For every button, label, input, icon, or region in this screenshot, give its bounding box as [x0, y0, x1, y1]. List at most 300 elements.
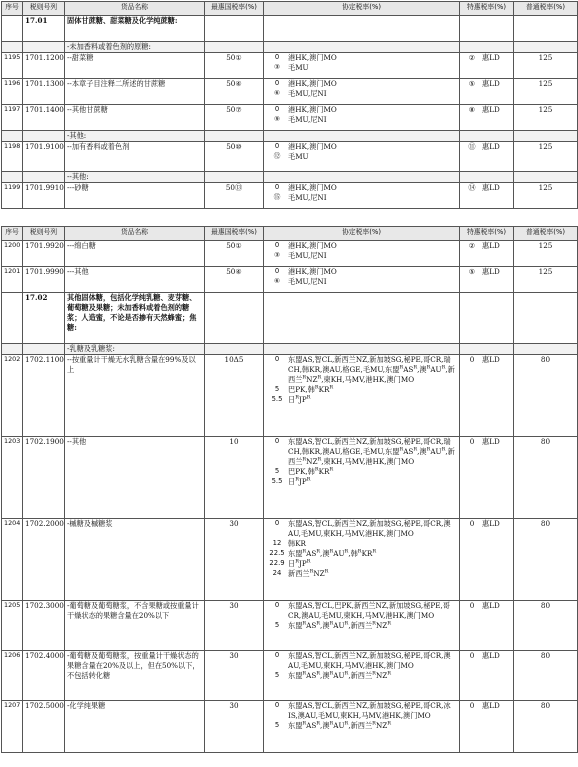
general-rate: 80 [514, 437, 578, 519]
spec-country: 惠LD [482, 651, 500, 661]
conventional-rates [264, 16, 460, 42]
hs-code: 1702.2000 [23, 519, 65, 601]
special-rates [460, 651, 514, 701]
conv-countries: 港HK,澳门MO [288, 241, 337, 250]
special-rates [460, 701, 514, 753]
goods-name: -化学纯果糖 [65, 701, 205, 753]
goods-name: ---砂糖 [65, 183, 205, 209]
hs-code: 1701.9100 [23, 142, 65, 172]
row-seq [2, 344, 23, 355]
mfn-rate: 50① [205, 53, 264, 79]
spec-country: 惠LD [482, 519, 500, 529]
goods-name: -乳糖及乳糖浆: [65, 344, 205, 355]
conventional-rates [264, 131, 460, 142]
table-row [2, 601, 578, 651]
conv-rate: 22.9 [269, 559, 285, 568]
special-rates [460, 437, 514, 519]
conv-countries: 毛MU,尼NI [288, 89, 327, 99]
spec-line [462, 53, 511, 63]
conventional-rates [264, 267, 460, 293]
spec-rate: 0 [469, 601, 475, 611]
conv-rate: 5.5 [271, 395, 283, 404]
hs-code: 1702.4000 [23, 651, 65, 701]
goods-name: 其他固体糖，包括化学纯乳糖、麦芽糖、葡萄糖及果糖；未加香料或着色剂的糖浆；人造蜜，不论是否掺有天然蜂蜜；焦糖: [65, 293, 205, 344]
conv-countries: 东盟$^RAS^R$,澳$^RAU^R$,新西兰$^RNZ^R$ [288, 670, 391, 681]
conv-countries: 东盟AS,智CL,新西兰NZ,新加坡SG,秘PE,哥CR,澳AU,毛MU,柬KH,马MV,港HK,澳门MO [288, 651, 451, 671]
goods-name: ---绵白糖 [65, 241, 205, 267]
conv-countries: 港HK,澳门MO [288, 142, 337, 152]
row-seq: 1204 [2, 519, 23, 601]
conv-countries: 港HK,澳门MO [288, 183, 337, 193]
mfn-rate [205, 42, 264, 53]
conv-line [266, 559, 457, 569]
row-seq: 1197 [2, 105, 23, 131]
general-rate [514, 131, 578, 142]
conv-header: 协定税率(%) [264, 2, 460, 16]
conv-line [266, 701, 457, 721]
spec-line [462, 355, 511, 365]
spec-rate: 0 [469, 437, 475, 447]
conv-line [266, 105, 457, 115]
conv-rate: 0 [274, 651, 280, 660]
conv-countries: 港HK,澳门MO [288, 267, 337, 276]
conv-rate: 0 [274, 601, 280, 610]
table-row [2, 701, 578, 753]
table-row [2, 651, 578, 701]
name-header: 货品名称 [65, 2, 205, 16]
table-row [2, 437, 578, 519]
spec-country: 惠LD [482, 79, 500, 89]
table-row [2, 183, 578, 209]
spec-header: 特惠税率(%) [460, 2, 514, 16]
mfn-rate: 30 [205, 601, 264, 651]
special-rates [460, 16, 514, 42]
spec-rate: 0 [469, 519, 475, 529]
row-seq: 1207 [2, 701, 23, 753]
conv-rate: 5 [274, 467, 280, 476]
hs-code: 1702.1900 [23, 437, 65, 519]
conventional-rates [264, 651, 460, 701]
conventional-rates [264, 344, 460, 355]
spec-line [462, 142, 511, 152]
header-row [2, 227, 578, 241]
conv-line [266, 142, 457, 152]
conv-countries: 日$^RJP^R$ [288, 477, 311, 487]
goods-name: --本章子目注释二所述的甘蔗糖 [65, 79, 205, 105]
mfn-rate: 10Δ5 [205, 355, 264, 437]
conv-rate: 24 [272, 569, 282, 578]
special-rates [460, 142, 514, 172]
conv-rate: 0 [274, 105, 280, 114]
row-seq: 1196 [2, 79, 23, 105]
conv-countries: 东盟AS,智CL,新西兰NZ,新加坡SG,秘PE,哥CR,瑞CH,韩KR,澳AU,格GE,毛MU,东盟$^RAS^R$,澳$^RAU^R$,新西兰$^RNZ^R$,柬KH,马MV,港HK,澳门MO [288, 437, 455, 467]
goods-name: -葡萄糖及葡萄糖浆，不含果糖或按重量计干燥状态的果糖含量在20%以下 [65, 601, 205, 651]
conv-rate: 0 [274, 355, 280, 364]
mfn-rate [205, 131, 264, 142]
goods-name: -葡萄糖及葡萄糖浆，按重量计干燥状态的果糖含量在20%及以上，但在50%以下，不包括转化糖 [65, 651, 205, 701]
conv-countries: 港HK,澳门MO [288, 79, 337, 89]
conventional-rates [264, 172, 460, 183]
seq-header: 序号 [2, 227, 23, 241]
special-rates [460, 42, 514, 53]
conventional-rates [264, 437, 460, 519]
spec-line [462, 601, 511, 611]
conv-line [266, 601, 457, 621]
conv-line [266, 267, 457, 277]
conv-line [266, 251, 457, 261]
spec-country: 惠LD [482, 701, 500, 711]
conv-line [266, 115, 457, 125]
spec-rate: ⑭ [468, 183, 476, 193]
hs-code [23, 131, 65, 142]
goods-name: --加有香料或着色剂 [65, 142, 205, 172]
hs-code: 1701.9920 [23, 241, 65, 267]
row-seq: 1205 [2, 601, 23, 651]
conv-rate: ③ [273, 251, 281, 260]
conv-countries: 巴PK,韩$^RKR^R$ [288, 384, 334, 395]
conv-rate: 0 [274, 79, 280, 88]
conv-line [266, 193, 457, 203]
conv-line [266, 621, 457, 631]
goods-name: -其他: [65, 131, 205, 142]
general-rate: 80 [514, 519, 578, 601]
conv-line [266, 89, 457, 99]
code-header: 税则号列 [23, 227, 65, 241]
goods-name: --甜菜糖 [65, 53, 205, 79]
spec-rate: 0 [469, 701, 475, 711]
general-rate: 125 [514, 267, 578, 293]
spec-country: 惠LD [482, 601, 500, 611]
conv-countries: 东盟AS,智CL,新西兰NZ,新加坡SG,秘PE,哥CR,冰IS,澳AU,毛MU,柬KH,马MV,港HK,澳门MO [288, 701, 451, 721]
goods-name: -未加香料或着色剂的原糖: [65, 42, 205, 53]
conv-line [266, 53, 457, 63]
general-rate [514, 172, 578, 183]
conv-countries: 东盟$^RAS^R$,澳$^RAU^R$,韩$^RKR^R$ [288, 548, 377, 559]
conv-countries: 东盟AS,智CL,巴PK,新西兰NZ,新加坡SG,秘PE,哥CR,澳AU,毛MU,柬KH,马MV,港HK,澳门MO [288, 601, 450, 621]
spec-rate: ⑤ [468, 267, 476, 276]
special-rates [460, 293, 514, 344]
conv-rate: 0 [274, 142, 280, 151]
hs-code: 17.01 [23, 16, 65, 42]
conv-countries: 毛MU,尼NI [288, 277, 327, 287]
conv-line [266, 467, 457, 477]
hs-code: 1701.1400 [23, 105, 65, 131]
goods-name: --按重量计干燥无水乳糖含量在99%及以上 [65, 355, 205, 437]
general-rate: 125 [514, 79, 578, 105]
general-rate: 125 [514, 183, 578, 209]
special-rates [460, 519, 514, 601]
conv-countries: 港HK,澳门MO [288, 53, 337, 63]
spec-country: 惠LD [482, 267, 500, 276]
table-row [2, 105, 578, 131]
spec-line [462, 651, 511, 661]
row-seq: 1195 [2, 53, 23, 79]
spec-rate: ② [468, 53, 476, 63]
conv-rate: 22.5 [269, 549, 285, 558]
table-row [2, 293, 578, 344]
special-rates [460, 355, 514, 437]
goods-name: -槭糖及槭糖浆 [65, 519, 205, 601]
conv-line [266, 569, 457, 579]
conventional-rates [264, 42, 460, 53]
conv-line [266, 477, 457, 487]
row-seq: 1203 [2, 437, 23, 519]
seq-header: 序号 [2, 2, 23, 16]
conv-countries: 毛MU,尼NI [288, 193, 327, 203]
spec-line [462, 241, 511, 251]
row-seq: 1198 [2, 142, 23, 172]
hs-code [23, 172, 65, 183]
spec-country: 惠LD [482, 142, 500, 152]
spec-rate: ⑪ [468, 142, 476, 152]
mfn-header: 最惠国税率(%) [205, 227, 264, 241]
spec-line [462, 437, 511, 447]
conv-rate: 5 [274, 671, 280, 680]
conv-countries: 东盟AS,智CL,新西兰NZ,新加坡SG,秘PE,哥CR,瑞CH,韩KR,澳AU,格GE,毛MU,东盟$^RAS^R$,澳$^RAU^R$,新西兰$^RNZ^R$,柬KH,马MV,港HK,澳门MO [288, 355, 455, 385]
hs-code: 1701.9990 [23, 267, 65, 293]
special-rates [460, 131, 514, 142]
goods-name: --其他 [65, 437, 205, 519]
mfn-rate [205, 16, 264, 42]
general-rate [514, 16, 578, 42]
conv-countries: 东盟AS,智CL,新西兰NZ,新加坡SG,秘PE,哥CR,澳AU,毛MU,柬KH,马MV,港HK,澳门MO [288, 519, 451, 539]
conv-rate: 5.5 [271, 477, 283, 486]
general-rate: 125 [514, 53, 578, 79]
conv-line [266, 395, 457, 405]
conv-line [266, 721, 457, 731]
mfn-rate: 50⑩ [205, 142, 264, 172]
spec-country: 惠LD [482, 437, 500, 447]
table-row [2, 519, 578, 601]
special-rates [460, 172, 514, 183]
special-rates [460, 267, 514, 293]
tariff-table [1, 226, 578, 753]
conv-line [266, 355, 457, 385]
spec-line [462, 519, 511, 529]
conventional-rates [264, 241, 460, 267]
name-header: 货品名称 [65, 227, 205, 241]
conv-rate: ⑥ [273, 89, 281, 98]
conv-line [266, 277, 457, 287]
hs-code: 1701.9910 [23, 183, 65, 209]
conv-line [266, 183, 457, 193]
spec-country: 惠LD [482, 53, 500, 63]
row-seq: 1199 [2, 183, 23, 209]
conv-rate: ⑨ [273, 115, 281, 124]
conv-countries: 毛MU [288, 63, 309, 73]
row-seq [2, 293, 23, 344]
table-row [2, 79, 578, 105]
conv-countries: 毛MU,尼NI [288, 251, 327, 261]
conv-line [266, 519, 457, 539]
conv-rate: 0 [274, 267, 280, 275]
hs-code [23, 42, 65, 53]
conv-countries: 巴PK,韩$^RKR^R$ [288, 466, 334, 477]
conv-countries: 港HK,澳门MO [288, 105, 337, 115]
conventional-rates [264, 183, 460, 209]
conventional-rates [264, 142, 460, 172]
conv-rate: 0 [274, 241, 280, 249]
mfn-rate: 30 [205, 701, 264, 753]
conventional-rates [264, 105, 460, 131]
mfn-rate: 50④ [205, 79, 264, 105]
conventional-rates [264, 79, 460, 105]
special-rates [460, 241, 514, 267]
table-row [2, 142, 578, 172]
conv-line [266, 241, 457, 251]
special-rates [460, 344, 514, 355]
special-rates [460, 79, 514, 105]
code-header: 税则号列 [23, 2, 65, 16]
general-rate: 125 [514, 105, 578, 131]
conv-line [266, 79, 457, 89]
conventional-rates [264, 355, 460, 437]
conv-countries: 毛MU,尼NI [288, 115, 327, 125]
general-rate: 125 [514, 241, 578, 267]
hs-code: 1702.1100 [23, 355, 65, 437]
spec-line [462, 267, 511, 277]
special-rates [460, 601, 514, 651]
table-row [2, 131, 578, 142]
conv-rate: 0 [274, 519, 280, 528]
table-row [2, 241, 578, 267]
general-rate [514, 293, 578, 344]
hs-code: 1701.1300 [23, 79, 65, 105]
conventional-rates [264, 701, 460, 753]
conv-line [266, 385, 457, 395]
gen-header: 普通税率(%) [514, 2, 578, 16]
header-row [2, 2, 578, 16]
general-rate: 125 [514, 142, 578, 172]
row-seq: 1202 [2, 355, 23, 437]
conv-countries: 日$^RJP^R$ [288, 395, 311, 405]
row-seq [2, 16, 23, 42]
spec-rate: ⑧ [468, 105, 476, 115]
general-rate [514, 42, 578, 53]
general-rate [514, 344, 578, 355]
spec-country: 惠LD [482, 183, 500, 193]
conv-rate: 5 [274, 385, 280, 394]
conv-rate: 5 [274, 721, 280, 730]
conv-line [266, 671, 457, 681]
mfn-rate: 50⑬ [205, 183, 264, 209]
conv-rate: 0 [274, 701, 280, 710]
conv-countries: 东盟$^RAS^R$,澳$^RAU^R$,新西兰$^RNZ^R$ [288, 620, 391, 631]
mfn-rate: 50④ [205, 267, 264, 293]
spec-line [462, 105, 511, 115]
spec-country: 惠LD [482, 241, 500, 250]
special-rates [460, 105, 514, 131]
goods-name: --其他甘蔗糖 [65, 105, 205, 131]
conv-rate: ③ [273, 63, 281, 72]
spec-country: 惠LD [482, 355, 500, 365]
spec-rate: ② [468, 241, 476, 250]
table-row [2, 53, 578, 79]
conv-rate: 5 [274, 621, 280, 630]
row-seq [2, 42, 23, 53]
gen-header: 普通税率(%) [514, 227, 578, 241]
conv-rate: 0 [274, 437, 280, 446]
conv-countries: 韩KR [288, 539, 306, 549]
spec-rate: 0 [469, 651, 475, 661]
spec-line [462, 183, 511, 193]
special-rates [460, 183, 514, 209]
row-seq [2, 131, 23, 142]
mfn-rate: 50① [205, 241, 264, 267]
mfn-rate: 50⑦ [205, 105, 264, 131]
conv-line [266, 549, 457, 559]
row-seq [2, 172, 23, 183]
goods-name: --其他: [65, 172, 205, 183]
conv-line [266, 63, 457, 73]
mfn-rate [205, 293, 264, 344]
conv-countries: 东盟$^RAS^R$,澳$^RAU^R$,新西兰$^RNZ^R$ [288, 720, 391, 731]
table-row [2, 355, 578, 437]
conv-line [266, 539, 457, 549]
conventional-rates [264, 519, 460, 601]
hs-code: 1701.1200 [23, 53, 65, 79]
general-rate: 80 [514, 355, 578, 437]
goods-name: 固体甘蔗糖、甜菜糖及化学纯蔗糖: [65, 16, 205, 42]
conventional-rates [264, 601, 460, 651]
conv-line [266, 437, 457, 467]
spec-country: 惠LD [482, 105, 500, 115]
goods-name: ---其他 [65, 267, 205, 293]
general-rate: 80 [514, 601, 578, 651]
conv-rate: 0 [274, 53, 280, 62]
conv-line [266, 651, 457, 671]
row-seq: 1200 [2, 241, 23, 267]
mfn-rate [205, 344, 264, 355]
conv-line [266, 152, 457, 162]
table-row [2, 344, 578, 355]
hs-code: 1702.5000 [23, 701, 65, 753]
conv-rate: 0 [274, 183, 280, 192]
conv-rate: 12 [272, 539, 282, 548]
mfn-rate [205, 172, 264, 183]
mfn-header: 最惠国税率(%) [205, 2, 264, 16]
special-rates [460, 53, 514, 79]
mfn-rate: 30 [205, 519, 264, 601]
tariff-table [1, 1, 578, 209]
spec-line [462, 79, 511, 89]
conv-countries: 毛MU [288, 152, 309, 162]
table-row [2, 42, 578, 53]
table-row [2, 16, 578, 42]
conv-header: 协定税率(%) [264, 227, 460, 241]
hs-code: 1702.3000 [23, 601, 65, 651]
conv-rate: ⑮ [273, 193, 281, 202]
hs-code: 17.02 [23, 293, 65, 344]
mfn-rate: 10 [205, 437, 264, 519]
conv-rate: ⑫ [273, 152, 281, 161]
conv-countries: 新西兰$^RNZ^R$ [288, 569, 329, 579]
spec-header: 特惠税率(%) [460, 227, 514, 241]
spec-rate: ⑤ [468, 79, 476, 89]
spec-line [462, 701, 511, 711]
general-rate: 80 [514, 701, 578, 753]
mfn-rate: 30 [205, 651, 264, 701]
conv-rate: ⑥ [273, 277, 281, 286]
table-row [2, 267, 578, 293]
hs-code [23, 344, 65, 355]
table-row [2, 172, 578, 183]
conventional-rates [264, 293, 460, 344]
conv-countries: 日$^RJP^R$ [288, 559, 311, 569]
conventional-rates [264, 53, 460, 79]
row-seq: 1201 [2, 267, 23, 293]
spec-rate: 0 [469, 355, 475, 365]
